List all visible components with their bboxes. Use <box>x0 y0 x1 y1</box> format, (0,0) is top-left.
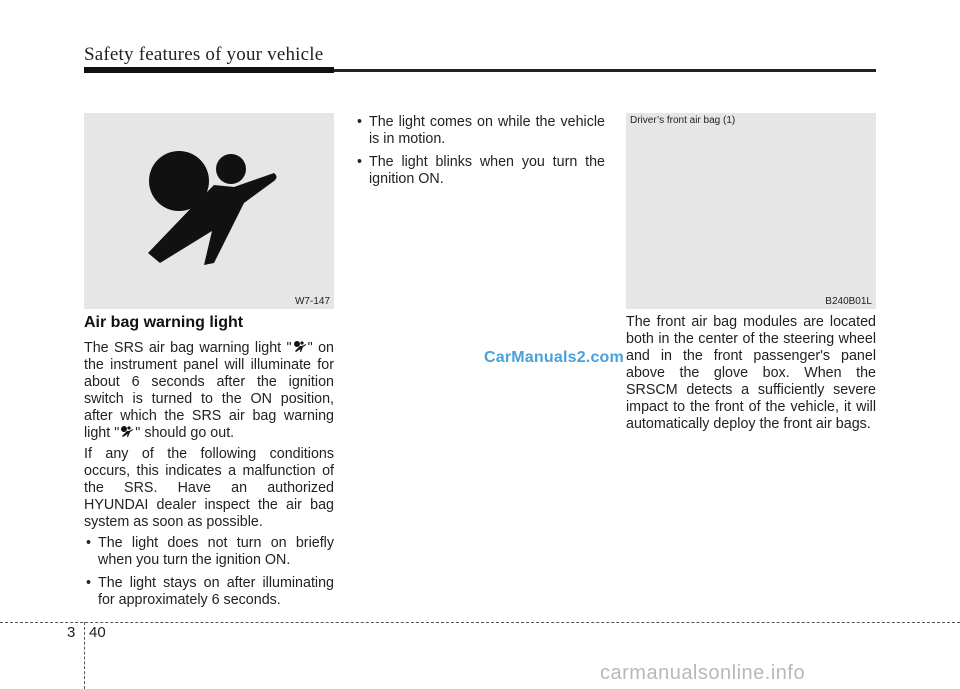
airbag-warning-icon <box>84 113 334 309</box>
bullet-list <box>84 535 334 609</box>
airbag-warning-icon <box>119 425 135 439</box>
column-3 <box>626 314 876 437</box>
page-number: 40 <box>89 624 106 641</box>
site-watermark: carmanualsonline.info <box>600 662 806 684</box>
bullet-list <box>355 114 605 188</box>
driver-airbag-figure <box>626 113 876 309</box>
column-2 <box>355 114 605 194</box>
footer-vertical-divider <box>84 622 85 689</box>
paragraph: The front air bag modules are located both in the center of the steering wheel and in the front passenger's panel above the glove box. When the SRSCM detects a sufficiently severe impact to the front of the vehicle, it will automatically deploy the front air bags. <box>626 314 876 432</box>
column-1-body <box>84 340 334 609</box>
section-number: 3 <box>67 624 76 641</box>
airbag-warning-icon <box>292 340 308 354</box>
footer-divider <box>0 622 960 623</box>
list-item: • The light blinks when you turn the ignition ON. <box>355 154 605 188</box>
header-rule-accent <box>84 67 334 73</box>
airbag-warning-figure <box>84 113 334 309</box>
section-heading: Air bag warning light <box>84 314 244 331</box>
figure-caption: Driver’s front air bag (1) <box>630 115 736 126</box>
list-item: • The light comes on while the vehicle is in motion. <box>355 114 605 148</box>
paragraph: If any of the following conditions occurs, this indicates a malfunction of the SRS. Have an authorized HYUNDAI dealer inspect the air bag system as soon as possible. <box>84 446 334 530</box>
list-item: • The light stays on after illuminating for approximately 6 seconds. <box>84 575 334 609</box>
page-header-title: Safety features of your vehicle <box>84 44 324 65</box>
watermark-link[interactable]: CarManuals2.com <box>484 349 624 366</box>
list-item: • The light does not turn on briefly when you turn the ignition ON. <box>84 535 334 569</box>
column-1 <box>84 314 334 615</box>
paragraph: The SRS air bag warning light " " on the instrument panel will illuminate for about 6 seconds after the ignition switch is turned to the ON position, after which the SRS air bag warning light " " should go out. <box>84 340 334 441</box>
figure-code: W7-147 <box>294 296 330 307</box>
figure-code: B240B01L <box>825 296 872 307</box>
